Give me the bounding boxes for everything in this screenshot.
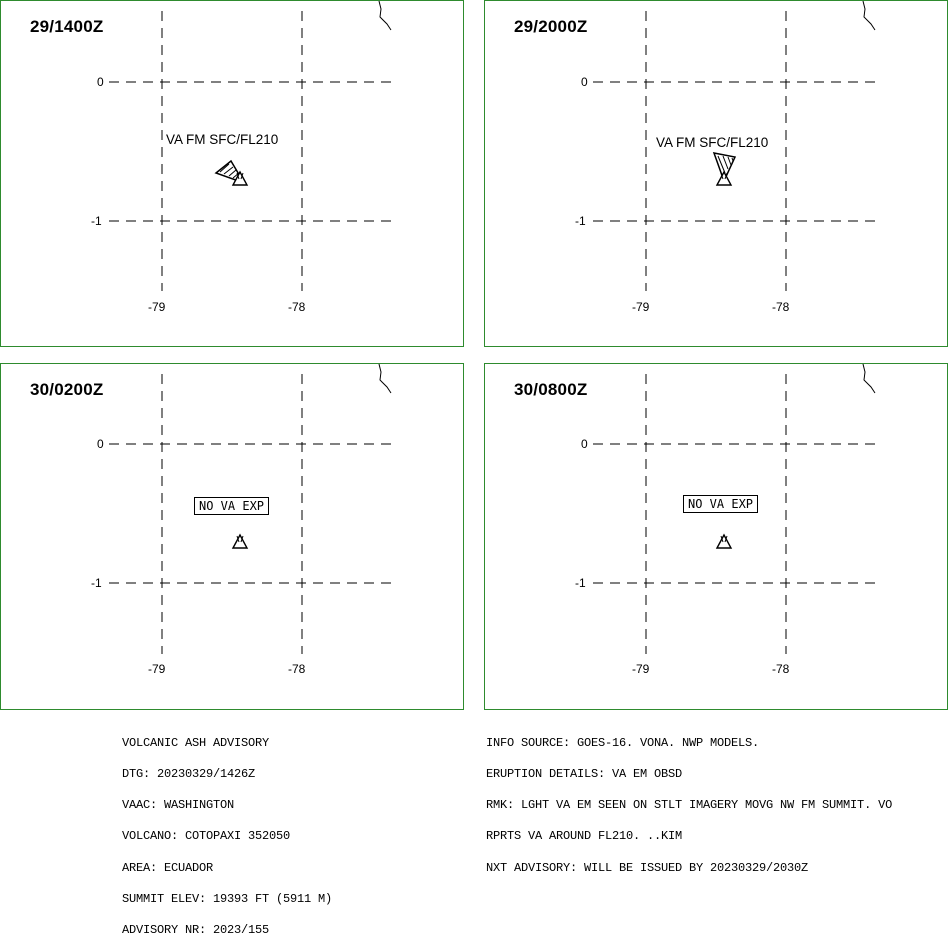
lat-label: 0 — [581, 75, 588, 89]
advisory-title: VOLCANIC ASH ADVISORY — [122, 735, 270, 750]
ash-height-label: VA FM SFC/FL210 — [656, 135, 769, 150]
advisory-info-source: INFO SOURCE: GOES-16. VONA. NWP MODELS. — [486, 735, 760, 750]
volcano-icon — [717, 535, 731, 548]
map-grid-1 — [1, 1, 464, 347]
no-ash-expected-box: NO VA EXP — [683, 495, 758, 513]
forecast-time: 30/0800Z — [514, 380, 588, 399]
lat-label: 0 — [97, 75, 104, 89]
forecast-panel-2 — [484, 0, 948, 347]
advisory-remarks-cont: RPRTS VA AROUND FL210. ..KIM — [486, 829, 683, 844]
advisory-remarks: RMK: LGHT VA EM SEEN ON STLT IMAGERY MOVG NW FM SUMMIT. VO — [486, 798, 893, 813]
lat-label: 0 — [97, 437, 104, 451]
lat-label: -1 — [575, 576, 586, 590]
lat-label: -1 — [91, 576, 102, 590]
advisory-dtg: DTG: 20230329/1426Z — [122, 767, 256, 782]
ash-height-label: VA FM SFC/FL210 — [166, 132, 279, 147]
coastline — [863, 1, 875, 30]
advisory-vaac: VAAC: WASHINGTON — [122, 798, 235, 813]
advisory-volcano: VOLCANO: COTOPAXI 352050 — [122, 829, 291, 844]
lon-label: -79 — [148, 300, 166, 314]
advisory-next: NXT ADVISORY: WILL BE ISSUED BY 20230329/2030Z — [486, 860, 809, 875]
map-grid-4 — [485, 364, 948, 710]
advisory-area: AREA: ECUADOR — [122, 860, 214, 875]
coastline — [379, 364, 391, 393]
no-ash-expected-box: NO VA EXP — [194, 497, 269, 515]
forecast-panel-1 — [0, 0, 464, 347]
lon-label: -78 — [288, 300, 306, 314]
lat-label: -1 — [575, 214, 586, 228]
forecast-panel-3 — [0, 363, 464, 710]
advisory-details-block — [486, 717, 892, 883]
lon-label: -78 — [772, 662, 790, 676]
coastline — [863, 364, 875, 393]
lon-label: -79 — [148, 662, 166, 676]
volcano-icon — [717, 172, 731, 185]
volcano-icon — [233, 535, 247, 548]
lat-label: -1 — [91, 214, 102, 228]
advisory-eruption-details: ERUPTION DETAILS: VA EM OBSD — [486, 767, 683, 782]
advisory-number: ADVISORY NR: 2023/155 — [122, 923, 270, 938]
forecast-time: 29/2000Z — [514, 17, 588, 36]
advisory-header-block — [122, 717, 332, 946]
advisory-summit-elev: SUMMIT ELEV: 19393 FT (5911 M) — [122, 891, 333, 906]
lat-label: 0 — [581, 437, 588, 451]
map-grid-2 — [485, 1, 948, 347]
volcano-icon — [233, 172, 247, 185]
lon-label: -78 — [772, 300, 790, 314]
map-grid-3 — [1, 364, 464, 710]
lon-label: -79 — [632, 300, 650, 314]
forecast-panel-4 — [484, 363, 948, 710]
lon-label: -79 — [632, 662, 650, 676]
forecast-time: 30/0200Z — [30, 380, 104, 399]
lon-label: -78 — [288, 662, 306, 676]
forecast-time: 29/1400Z — [30, 17, 104, 36]
coastline — [379, 1, 391, 30]
